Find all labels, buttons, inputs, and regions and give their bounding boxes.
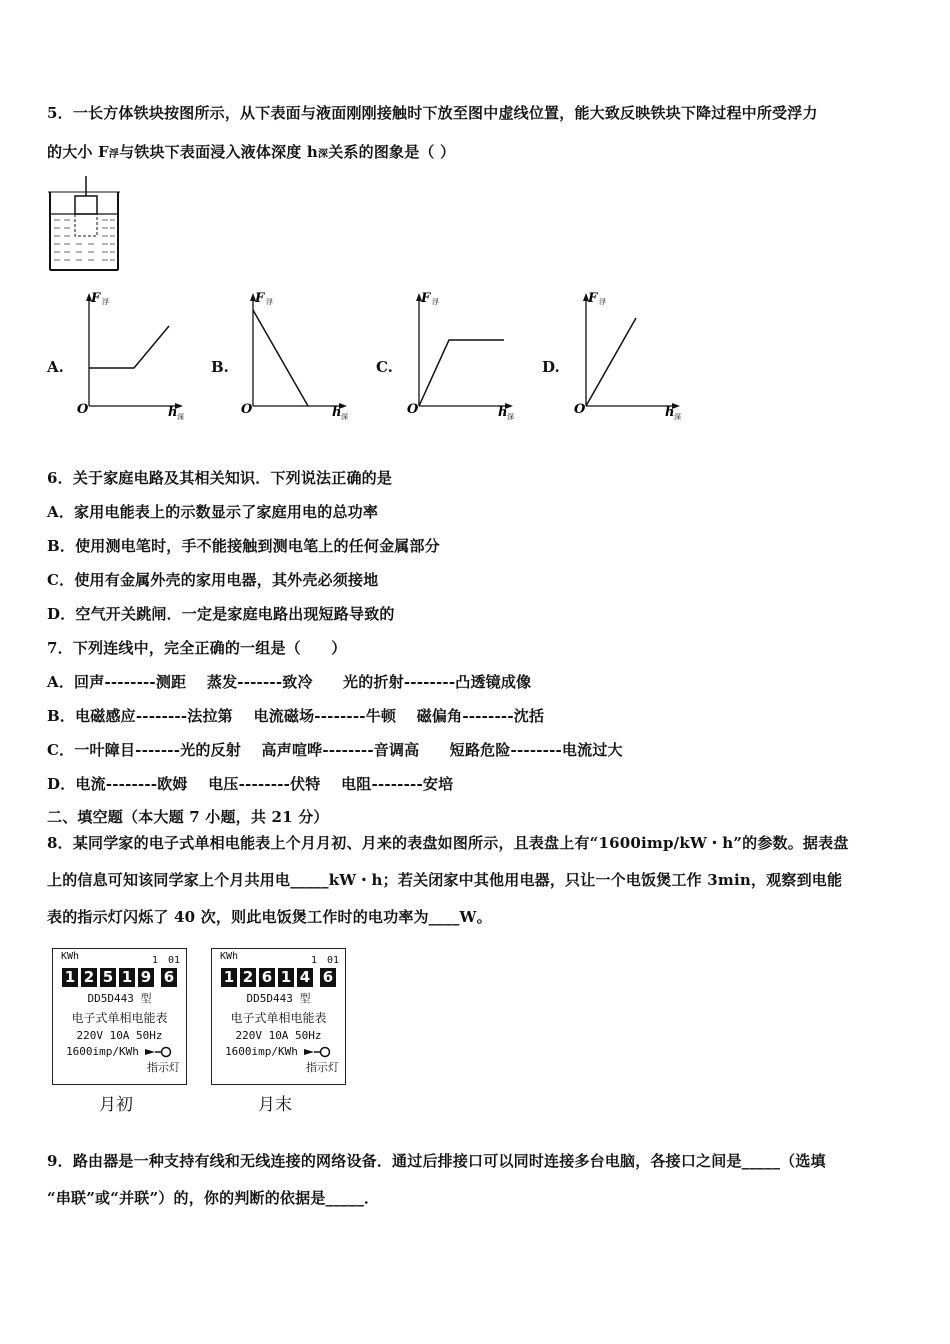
- y-axis-sub: 浮: [102, 298, 109, 306]
- meter-lamp-label: 指示灯: [147, 1061, 180, 1074]
- digit: 2: [240, 968, 256, 987]
- q5-stem-line1: 5．一长方体铁块按图所示，从下表面与液面刚刚接触时下放至图中虚线位置，能大致反映铁块下降过程中所受浮力: [47, 104, 818, 122]
- decimal-digit: 6: [161, 968, 177, 987]
- q7-option-d: D．电流--------欧姆 电压--------伏特 电阻--------安培: [47, 775, 454, 793]
- y-axis-label: F: [91, 291, 101, 306]
- caption-month-end: 月末: [258, 1095, 292, 1115]
- q6-option-d: D．空气开关跳闸．一定是家庭电路出现短路导致的: [47, 605, 395, 623]
- meter-imp: 1600imp/KWh: [66, 1045, 139, 1058]
- y-axis-sub: 浮: [432, 298, 439, 306]
- meter-mark: 1 01: [151, 955, 180, 966]
- q5-text: 与铁块下表面浸入液体深度 h: [119, 143, 319, 161]
- q7-option-c: C．一叶障目-------光的反射 高声喧哗--------音调高 短路危险--------电流过大: [47, 741, 623, 759]
- digit: 1: [119, 968, 135, 987]
- q9-line1: 9．路由器是一种支持有线和无线连接的网络设备．通过后排接口可以同时连接多台电脑，各接口之间是_____（选填: [47, 1152, 826, 1170]
- meter-unit: KWh: [61, 951, 80, 962]
- indicator-lamp-icon: [304, 1046, 332, 1058]
- meter-imp: 1600imp/KWh: [225, 1045, 298, 1058]
- y-axis-sub: 浮: [599, 298, 606, 306]
- q6-option-b: B．使用测电笔时，手不能接触到测电笔上的任何金属部分: [47, 537, 440, 555]
- x-axis-label: h: [665, 405, 675, 420]
- x-axis-sub: 深: [507, 413, 514, 420]
- digit: 1: [278, 968, 294, 987]
- decimal-digit: 6: [320, 968, 336, 987]
- origin-label: O: [407, 402, 419, 417]
- meter-rating: 220V 10A 50Hz: [76, 1029, 163, 1042]
- q5-text: 的大小 F: [47, 143, 109, 161]
- y-axis-sub: 浮: [266, 298, 273, 306]
- indicator-lamp-icon: [145, 1046, 173, 1058]
- meter-model: DD5D443 型: [246, 992, 311, 1005]
- q7-option-b: B．电磁感应--------法拉第 电流磁场--------牛顿 磁偏角--------沈括: [47, 707, 545, 725]
- q9-line2: “串联”或“并联”）的，你的判断的依据是_____．: [47, 1189, 380, 1207]
- y-axis-label: F: [255, 291, 265, 306]
- subscript-fu: 浮: [108, 149, 120, 160]
- x-axis-label: h: [332, 405, 342, 420]
- meter-model: DD5D443 型: [87, 992, 152, 1005]
- q8-line1: 8．某同学家的电子式单相电能表上个月月初、月来的表盘如图所示，且表盘上有“1600imp/kW・h”的参数。据表盘: [47, 834, 849, 852]
- digit: 1: [62, 968, 78, 987]
- meter-digits: [53, 968, 186, 987]
- option-d-label: D.: [542, 358, 560, 376]
- option-a-label: A.: [47, 358, 64, 376]
- y-axis-label: F: [421, 291, 431, 306]
- meter-imp-row: [53, 1045, 186, 1058]
- meter-name: 电子式单相电能表: [71, 1011, 168, 1025]
- q8-line2: 上的信息可知该同学家上个月共用电_____kW・h；若关闭家中其他用电器，只让一个电饭煲工作 3min，观察到电能: [47, 871, 843, 889]
- meter-start: [52, 948, 187, 1085]
- graph-a: [74, 288, 189, 420]
- meter-rating: 220V 10A 50Hz: [235, 1029, 322, 1042]
- subscript-shen: 深: [318, 149, 329, 160]
- caption-month-start: 月初: [99, 1095, 133, 1115]
- q7-stem: 7．下列连线中，完全正确的一组是（ ）: [47, 639, 347, 657]
- meter-end: [211, 948, 346, 1085]
- q5-text: 关系的图象是（ ）: [328, 143, 456, 161]
- q7-option-a: A．回声--------测距 蒸发-------致冷 光的折射--------凸透镜成像: [47, 673, 532, 691]
- q5-stem-line2: [47, 141, 455, 162]
- graph-c: [404, 288, 519, 420]
- y-axis-label: F: [588, 291, 598, 306]
- x-axis-label: h: [498, 405, 508, 420]
- q8-line3: 表的指示灯闪烁了 40 次，则此电饭煲工作时的电功率为____W。: [47, 908, 492, 926]
- meter-digits: [212, 968, 345, 987]
- digit: 9: [138, 968, 154, 987]
- meter-mark: 1 01: [310, 955, 339, 966]
- origin-label: O: [241, 402, 253, 417]
- meter-name: 电子式单相电能表: [230, 1011, 327, 1025]
- x-axis-label: h: [168, 405, 178, 420]
- x-axis-sub: 深: [341, 413, 348, 420]
- digit: 4: [297, 968, 313, 987]
- origin-label: O: [77, 402, 89, 417]
- meter-unit: KWh: [220, 951, 239, 962]
- option-b-label: B.: [211, 358, 229, 376]
- digit: 1: [221, 968, 237, 987]
- digit: 6: [259, 968, 275, 987]
- meter-lamp-label: 指示灯: [306, 1061, 339, 1074]
- option-c-label: C.: [376, 358, 393, 376]
- x-axis-sub: 深: [674, 413, 681, 420]
- graph-b: [238, 288, 353, 420]
- q6-stem: 6．关于家庭电路及其相关知识．下列说法正确的是: [47, 469, 393, 487]
- x-axis-sub: 深: [177, 413, 184, 420]
- q6-option-c: C．使用有金属外壳的家用电器，其外壳必须接地: [47, 571, 379, 589]
- q6-option-a: A．家用电能表上的示数显示了家庭用电的总功率: [47, 503, 379, 521]
- section-heading: 二、填空题（本大题 7 小题，共 21 分）: [47, 808, 329, 826]
- digit: 2: [81, 968, 97, 987]
- meter-imp-row: [212, 1045, 345, 1058]
- digit: 5: [100, 968, 116, 987]
- beaker-figure: [48, 176, 123, 274]
- origin-label: O: [574, 402, 586, 417]
- graph-d: [571, 288, 686, 420]
